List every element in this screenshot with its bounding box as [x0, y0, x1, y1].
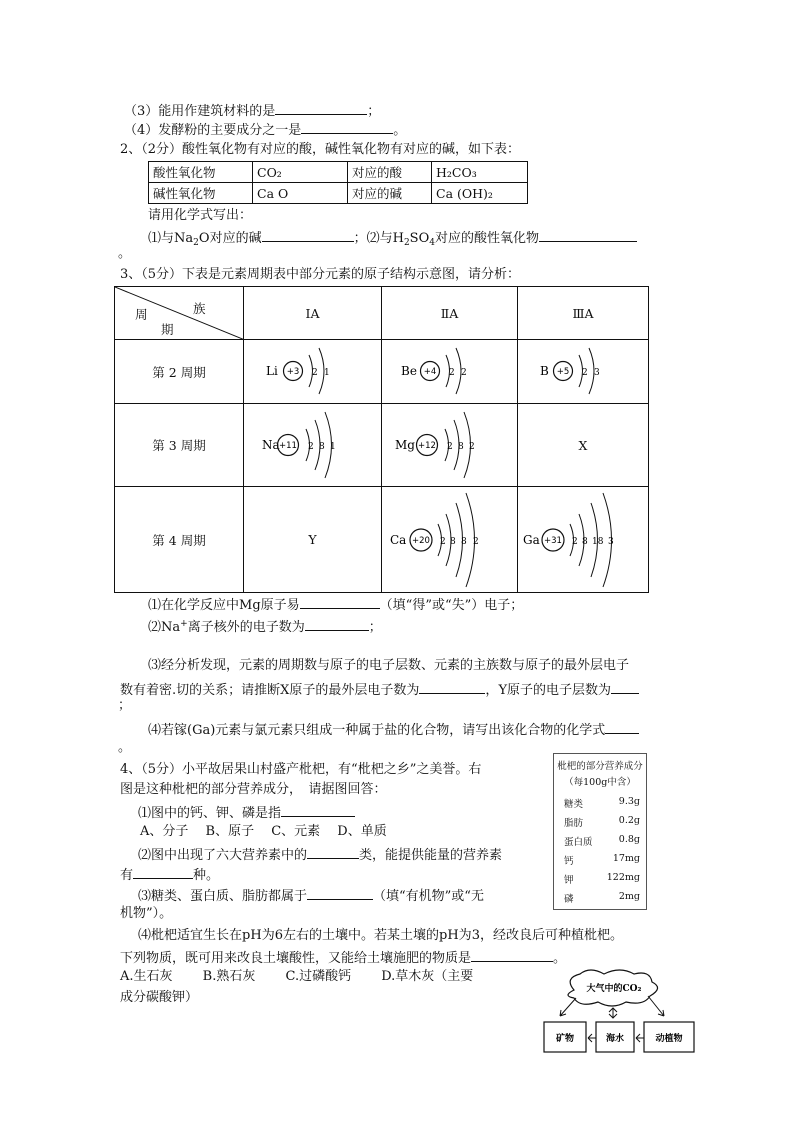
- nutrition-row: 脂肪 0.2g: [564, 815, 640, 829]
- svg-text:+31: +31: [544, 536, 562, 546]
- q4-sub1: ⑴图中的钙、钾、磷是指: [138, 803, 355, 822]
- answer-blank[interactable]: [419, 680, 485, 694]
- nutrition-row: 蛋白质 0.8g: [564, 834, 640, 848]
- svg-text:2: 2: [460, 368, 467, 378]
- q3-sub2: ⑵Na+离子核外的电子数为 ；: [148, 619, 382, 635]
- answer-blank[interactable]: [281, 803, 355, 817]
- svg-text:8: 8: [460, 537, 467, 547]
- q3-sub3-line1: ⑶经分析发现，元素的周期数与原子的电子层数、元素的主族数与原子的最外层电子: [148, 658, 630, 673]
- svg-text:2: 2: [582, 368, 588, 378]
- answer-blank[interactable]: [539, 228, 637, 242]
- q4-sub1-options: A、分子 B、原子 C、元素 D、单质: [140, 824, 387, 839]
- table-corner: 族 周 期: [115, 287, 244, 340]
- q3-sub4: ⑷若镓(Ga)元素与氯元素只组成一种属于盐的化合物，请写出该化合物的化学式: [148, 720, 639, 739]
- svg-text:Ga: Ga: [523, 533, 540, 547]
- co2-cycle-diagram: [540, 968, 700, 1060]
- q2-end: 。: [118, 246, 132, 261]
- q4-sub4-options: A.生石灰 B.熟石灰 C.过磷酸钙 D.草木灰（主要: [120, 969, 474, 984]
- q2-instruction: 请用化学式写出：: [148, 208, 253, 223]
- answer-blank[interactable]: [275, 101, 367, 115]
- svg-text:+20: +20: [411, 536, 430, 546]
- svg-text:+12: +12: [417, 440, 436, 451]
- svg-text:1: 1: [329, 441, 336, 452]
- svg-text:2: 2: [448, 368, 455, 378]
- group-1a: ⅠA: [244, 287, 382, 340]
- q1-line4: （4）发酵粉的主要成分之一是 。: [124, 120, 406, 139]
- svg-text:8: 8: [457, 441, 464, 452]
- element-y: Y: [244, 487, 382, 593]
- answer-blank[interactable]: [307, 845, 359, 859]
- q1-line3: （3）能用作建筑材料的是 ；: [124, 101, 380, 120]
- svg-text:8: 8: [318, 441, 325, 452]
- q4-sub3: ⑶糖类、蛋白质、脂肪都属于 （填“有机物”或“无: [138, 886, 484, 905]
- q3-sub3-line2: 数有着密.切的关系；请推断X原子的最外层电子数为 ，Y原子的电子层数为: [120, 680, 639, 699]
- svg-text:+3: +3: [286, 367, 299, 377]
- svg-text:Mg: Mg: [394, 437, 415, 452]
- q4-sub4: ⑷枇杷适宜生长在pH为6左右的土壤中。若某土壤的pH为3，经改良后可种植枇杷。: [138, 928, 623, 943]
- element-x: X: [518, 404, 649, 487]
- answer-blank[interactable]: [471, 948, 553, 962]
- svg-text:2: 2: [572, 537, 578, 547]
- period-2: 第 2 周期: [115, 340, 244, 404]
- svg-text:动植物: 动植物: [655, 1034, 683, 1044]
- svg-text:矿物: 矿物: [555, 1034, 575, 1044]
- svg-text:2: 2: [446, 441, 453, 452]
- answer-blank[interactable]: [300, 595, 380, 609]
- q4-sub2: ⑵图中出现了六大营养素中的 类，能提供能量的营养素: [138, 845, 502, 864]
- q3-sub1: ⑴在化学反应中Mg原子易 （填“得”或“失”）电子；: [148, 595, 523, 614]
- q3-sub3-end: ；: [118, 698, 132, 713]
- arrow-icon: [560, 998, 576, 1016]
- arrow-icon: [648, 996, 664, 1016]
- svg-text:3: 3: [594, 368, 600, 378]
- q2-subquestion: ⑴与$Na_2O$对应的碱 ；⑵与$H_2SO_4$对应的酸性氧化物: [148, 228, 637, 251]
- svg-text:Ca: Ca: [389, 533, 406, 547]
- atom-mg: [382, 404, 518, 487]
- nutrition-row: 糖类 9.3g: [564, 796, 640, 810]
- svg-text:3: 3: [608, 537, 614, 547]
- periodic-table: [114, 286, 649, 593]
- svg-text:2: 2: [439, 537, 446, 547]
- answer-blank[interactable]: [133, 865, 193, 879]
- answer-blank[interactable]: [307, 886, 373, 900]
- cloud-label: 大气中的CO₂: [586, 984, 642, 994]
- atom-ca: [382, 487, 518, 593]
- q3-heading: 3、（5分）下表是元素周期表中部分元素的原子结构示意图，请分析：: [120, 267, 521, 282]
- atom-b: [518, 340, 649, 404]
- svg-text:+11: +11: [278, 440, 297, 451]
- answer-blank[interactable]: [611, 680, 639, 694]
- svg-text:Na: Na: [261, 437, 280, 452]
- nutrition-row: 钾 122mg: [564, 872, 640, 886]
- q4-line2: 图是这种枇杷的部分营养成分， 请据图回答：: [120, 782, 387, 797]
- svg-text:+4: +4: [423, 367, 436, 377]
- svg-text:Be: Be: [400, 364, 417, 378]
- nutrition-row: 钙 17mg: [564, 853, 640, 867]
- q2-heading: 2、（2分）酸性氧化物有对应的酸，碱性氧化物有对应的碱，如下表：: [120, 142, 521, 157]
- answer-blank[interactable]: [305, 617, 369, 631]
- atom-ga: [518, 487, 649, 593]
- svg-text:海水: 海水: [605, 1034, 625, 1044]
- svg-text:8: 8: [449, 537, 456, 547]
- q3-sub4-end: 。: [118, 740, 132, 755]
- nutrition-row: 磷 2mg: [564, 891, 640, 905]
- svg-text:+5: +5: [556, 367, 570, 377]
- arrow-icon: [609, 1008, 617, 1018]
- answer-blank[interactable]: [605, 720, 639, 734]
- oxide-table: 酸性氧化物 CO₂ 对应的酸 H₂CO₃ 碱性氧化物 Ca O 对应的碱 Ca (OH)₂: [148, 161, 528, 204]
- atom-na: [244, 404, 382, 487]
- svg-text:2: 2: [307, 441, 314, 452]
- svg-text:8: 8: [582, 537, 588, 547]
- atom-li: [244, 340, 382, 404]
- q4-sub2-line2: 有 种。: [120, 865, 219, 884]
- svg-text:Li: Li: [265, 364, 278, 378]
- svg-text:B: B: [540, 364, 549, 378]
- group-3a: ⅢA: [518, 287, 649, 340]
- q4-sub3-line2: 机物”）。: [120, 906, 173, 921]
- svg-text:18: 18: [592, 537, 604, 547]
- period-4: 第 4 周期: [115, 487, 244, 593]
- period-3: 第 3 周期: [115, 404, 244, 487]
- atom-be: [382, 340, 518, 404]
- answer-blank[interactable]: [301, 120, 393, 134]
- q4-line1: 4、（5分）小平故居果山村盛产枇杷，有“枇杷之乡”之美誉。右: [120, 762, 482, 777]
- answer-blank[interactable]: [262, 228, 354, 242]
- svg-text:1: 1: [323, 368, 330, 378]
- svg-text:2: 2: [468, 441, 475, 452]
- svg-text:2: 2: [472, 537, 479, 547]
- nutrition-label: 枇杷的部分营养成分 （每100g中含） 糖类 9.3g 脂肪 0.2g 蛋白质 0.8g 钙 17mg 钾 122mg 磷 2mg: [553, 753, 647, 910]
- svg-text:2: 2: [311, 368, 318, 378]
- q4-sub4-line2: 下列物质，既可用来改良土壤酸性，又能给土壤施肥的物质是 。: [120, 948, 566, 967]
- group-2a: ⅡA: [382, 287, 518, 340]
- q4-sub4-options-cont: 成分碳酸钾）: [120, 990, 199, 1005]
